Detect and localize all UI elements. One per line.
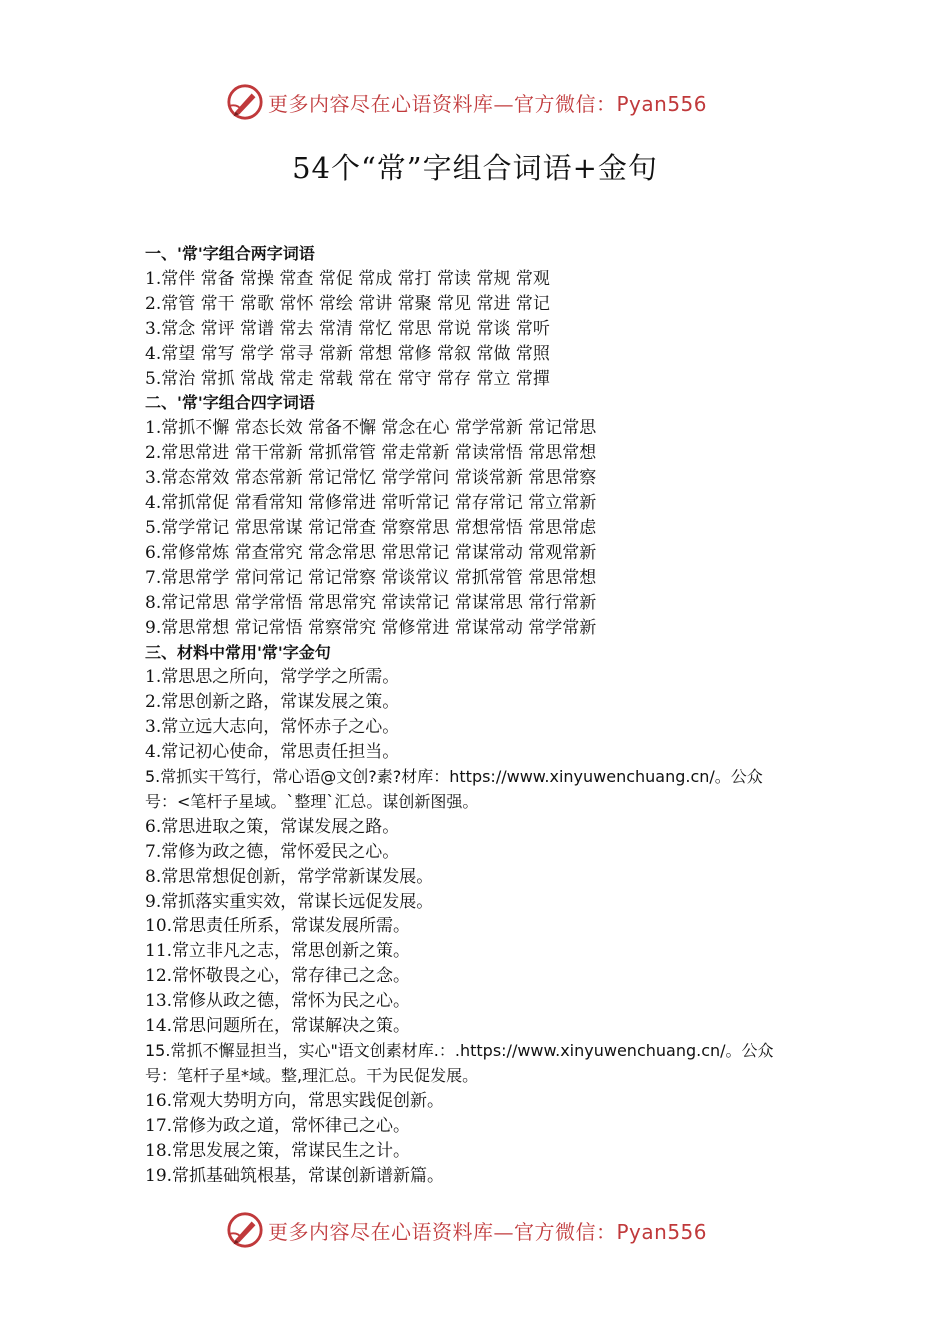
list-item: 3.常立远大志向，常怀赤子之心。	[145, 717, 400, 738]
banner-text: 更多内容尽在心语资料库—官方微信：Pyan556	[268, 91, 708, 116]
list-item: 2.常思创新之路，常谋发展之策。	[145, 692, 400, 713]
list-item: 1.常抓不懈 常态长效 常备不懈 常念在心 常学常新 常记常思	[145, 418, 597, 439]
wechat-id: Pyan556	[616, 1219, 708, 1244]
list-item: 5.常治 常抓 常战 常走 常载 常在 常守 常存 常立 常撣	[145, 368, 550, 389]
list-item: 4.常记初心使命，常思责任担当。	[145, 742, 400, 763]
list-item: 号：笔杆子星*域。整,理汇总。干为民促发展。	[145, 1065, 479, 1085]
list-item: 4.常望 常写 常学 常寻 常新 常想 常修 常叙 常做 常照	[145, 343, 550, 364]
wechat-id: Pyan556	[616, 91, 708, 116]
list-item: 19.常抓基础筑根基，常谋创新谱新篇。	[145, 1165, 445, 1186]
list-item: 18.常思发展之策，常谋民生之计。	[145, 1140, 411, 1161]
footer-banner	[226, 1210, 726, 1250]
section-heading: 一、'常'字组合两字词语	[145, 244, 315, 263]
section-heading: 二、'常'字组合四字词语	[145, 393, 315, 413]
list-item: 11.常立非凡之志，常思创新之策。	[145, 941, 411, 962]
list-item: 13.常修从政之德，常怀为民之心。	[145, 991, 411, 1012]
list-item: 1.常伴 常备 常操 常查 常促 常成 常打 常读 常规 常观	[145, 268, 550, 289]
list-item: 2.常管 常干 常歌 常怀 常绘 常讲 常聚 常见 常进 常记	[145, 293, 550, 314]
list-item: 6.常思进取之策，常谋发展之路。	[145, 816, 400, 837]
page-title: 54个“常”字组合词语+金句	[292, 151, 658, 185]
list-item: 1.常思思之所向，常学学之所需。	[145, 667, 400, 688]
list-item: 4.常抓常促 常看常知 常修常进 常听常记 常存常记 常立常新	[145, 493, 597, 514]
header-banner	[226, 82, 726, 122]
list-item: 10.常思责任所系，常谋发展所需。	[145, 916, 411, 937]
list-item: 9.常思常想 常记常悟 常察常究 常修常进 常谋常动 常学常新	[145, 617, 597, 638]
document-body	[145, 242, 825, 1188]
list-item: 16.常观大势明方向，常思实践促创新。	[145, 1090, 445, 1111]
list-item: 8.常思常想促创新，常学常新谋发展。	[145, 866, 434, 887]
list-item: 5.常学常记 常思常谋 常记常查 常察常思 常想常悟 常思常虑	[145, 517, 597, 538]
list-item: 7.常修为政之德，常怀爱民之心。	[145, 841, 400, 862]
list-item: 6.常修常炼 常查常究 常念常思 常思常记 常谋常动 常观常新	[145, 542, 597, 563]
list-item: 3.常态常效 常态常新 常记常忆 常学常问 常谈常新 常思常察	[145, 468, 597, 489]
list-item: 5.常抓实干笃行，常心语@文创?素?材库：https://www.xinyuwenchuang.cn/。公众	[145, 767, 763, 787]
list-item: 2.常思常进 常干常新 常抓常管 常走常新 常读常悟 常思常想	[145, 443, 597, 464]
list-item: 14.常思问题所在，常谋解决之策。	[145, 1016, 411, 1037]
pen-logo-icon	[226, 1211, 264, 1249]
list-item: 12.常怀敬畏之心，常存律己之念。	[145, 966, 411, 987]
list-item: 7.常思常学 常问常记 常记常察 常谈常议 常抓常管 常思常想	[145, 567, 597, 588]
list-item: 15.常抓不懈显担当，实心"语文创素材库.：.https://www.xinyuwenchuang.cn/。公众	[145, 1041, 774, 1060]
banner-text: 更多内容尽在心语资料库—官方微信：Pyan556	[268, 1219, 708, 1244]
section-heading: 三、材料中常用'常'字金句	[145, 642, 331, 662]
list-item: 8.常记常思 常学常悟 常思常究 常读常记 常谋常思 常行常新	[145, 592, 597, 613]
pen-logo-icon	[226, 83, 264, 121]
list-item: 号：<笔杆子星域。`整理`汇总。谋创新图强。	[145, 791, 479, 811]
list-item: 3.常念 常评 常谱 常去 常清 常忆 常思 常说 常谈 常听	[145, 318, 550, 339]
list-item: 17.常修为政之道，常怀律己之心。	[145, 1115, 411, 1136]
list-item: 9.常抓落实重实效，常谋长远促发展。	[145, 891, 434, 912]
